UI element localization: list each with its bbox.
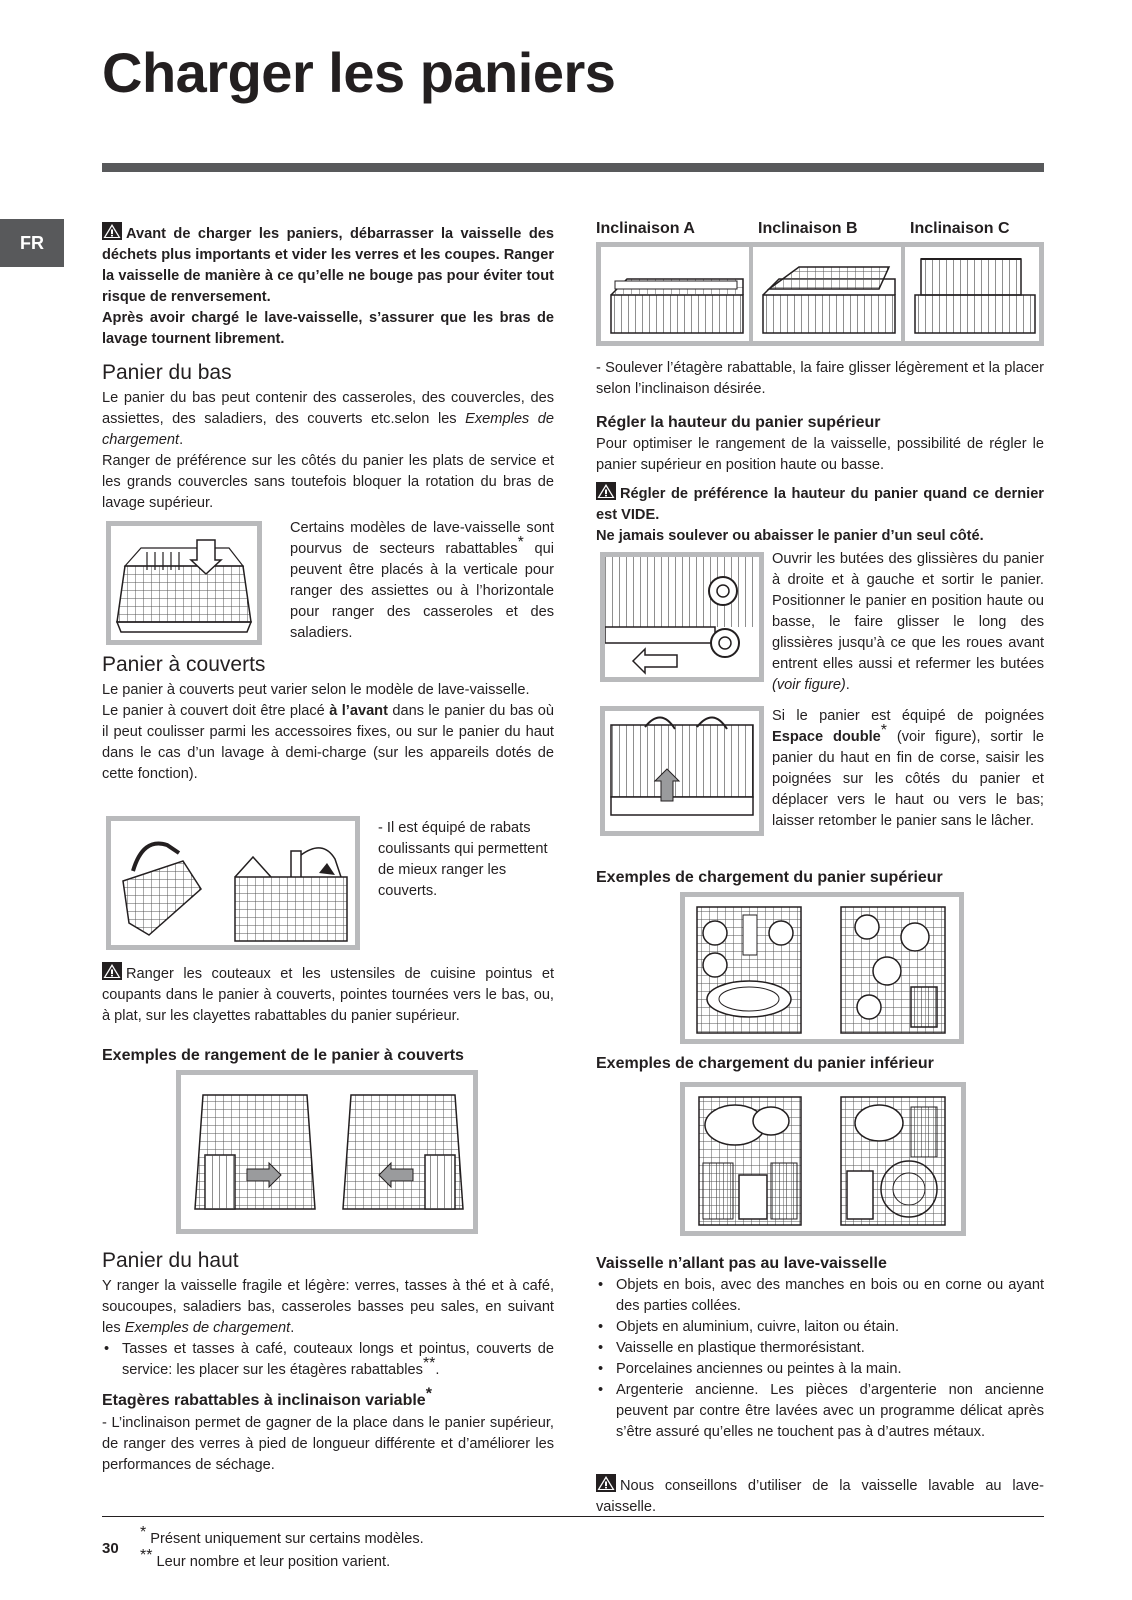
footer-rule [102,1516,1044,1517]
heading-vaisselle: Vaisselle n’allant pas au lave-vaisselle [596,1255,887,1272]
label-inclinaison-b: Inclinaison B [758,220,858,237]
warning-icon [596,1474,616,1492]
language-tab: FR [0,219,64,267]
footnote-2: ** Leur nombre et leur position varient. [140,1547,391,1570]
heading-panier-bas: Panier du bas [102,361,232,384]
vaisselle-note: Nous conseillons d’utiliser de la vaisselle lavable au lave-vaisselle. [596,1474,1044,1518]
heading-regler: Régler la hauteur du panier supérieur [596,414,881,431]
label-inclinaison-a: Inclinaison A [596,220,695,237]
etageres-text: - L’inclinaison permet de gagner de la place dans le panier supérieur, de ranger des verres à pied de longueur différente et d’améliorer les performances de séchage. [102,1415,554,1473]
page-number: 30 [102,1540,119,1557]
warning-icon [596,482,616,500]
panier-haut-text: Y ranger la vaisselle fragile et légère: verres, tasses à thé et à café, soucoupes, saladiers bas, casseroles basses peu sales, en suivant les Exemples de chargement. • Tasses et tasses à café, couteaux longs et pointus, couverts de service: les placer sur les étagères rabattables**. [102,1276,554,1381]
heading-ex-inf: Exemples de chargement du panier inférieur [596,1055,934,1072]
regler-warning: Régler de préférence la hauteur du panier quand ce dernier est VIDE. Ne jamais soulever ou abaisser le panier d’un seul côté. [596,482,1044,547]
panier-bas-text: Le panier du bas peut contenir des casseroles, des couvercles, des assiettes, des saladiers, des couverts etc.selon les Exemples de chargement. Ranger de préférence sur les côtés du panier les plats de service et les grands couvercles sans toutefois bloquer la rotation du bras de lavage supérieur. [102,390,555,511]
label-inclinaison-c: Inclinaison C [910,220,1010,237]
inclinaison-figure [596,242,1044,346]
intro-warning [102,222,554,350]
page-title: Charger les paniers [102,41,616,104]
cutlery-basket-figure [106,816,360,950]
rabats-text: - Il est équipé de rabats coulissants qui permettent de mieux ranger les couverts. [378,820,548,899]
list-item: • Objets en bois, avec des manches en bois ou en corne ou ayant des parties collées. [596,1275,1044,1317]
espace-double-figure [600,706,764,836]
heading-panier-couverts: Panier à couverts [102,653,266,676]
vaisselle-list [596,1275,1044,1443]
warning-icon [102,222,122,240]
basket-rails-figure [600,552,764,682]
heading-ex-sup: Exemples de chargement du panier supérieur [596,869,943,886]
heading-examples-couverts: Exemples de rangement de le panier à couverts [102,1047,464,1064]
cutlery-examples-figure [176,1070,478,1234]
inclinaison-text: - Soulever l’étagère rabattable, la faire glisser légèrement et la placer selon l’inclinaison désirée. [596,360,1044,397]
list-item: • Vaisselle en plastique thermorésistant. [596,1338,1044,1359]
heading-etageres: Etagères rabattables à inclinaison variable* [102,1385,432,1409]
warning-icon [102,962,122,980]
upper-load-figure [680,892,964,1044]
lower-basket-figure [106,521,262,645]
heading-panier-haut: Panier du haut [102,1249,239,1272]
lower-load-figure [680,1082,966,1236]
title-rule [102,163,1044,172]
list-item: • Tasses et tasses à café, couteaux longs et pointus, couverts de service: les placer sur les étagères rabattables**. [102,1339,554,1381]
couverts-text: Le panier à couverts peut varier selon le modèle de lave-vaisselle. Le panier à couvert doit être placé à l’avant dans le panier du bas où il peut coulisser parmi les accessoires fixes, ou sur le panier du haut dans le cas d’un lavage à demi-charge (sur les appareils dotés de cette fonction). [102,682,554,782]
knives-warning: Ranger les couteaux et les ustensiles de cuisine pointus et coupants dans le panier à couverts, pointes tournées vers le bas, ou, à plat, sur les clayettes rabattables du panier supérieur. [102,962,554,1027]
intro-text-1: Avant de charger les paniers, débarrasser la vaisselle des déchets plus importants et vider les verres et les coupes. Ranger la vaisselle de manière à ce qu’elle ne bouge pas pour éviter tout risque de renversement. [102,226,554,305]
espace-double-text: Si le panier est équipé de poignées Espace double* (voir figure), sortir le panier du haut en fin de corse, saisir les poignées sur les côtés du panier et déplacer vers le haut ou vers le bas; laisser retomber le panier sans le lâcher. [772,708,1044,829]
footnote-1: * Présent uniquement sur certains modèles. [140,1524,424,1547]
list-item: • Argenterie ancienne. Les pièces d’argenterie non ancienne peuvent par contre être lavées avec un programme délicat après s’être assuré qu’elles ne touchent pas à d’autres métaux. [596,1380,1044,1443]
list-item: • Objets en aluminium, cuivre, laiton ou étain. [596,1317,1044,1338]
regler-text: Pour optimiser le rangement de la vaisselle, possibilité de régler le panier supérieur en position haute ou basse. [596,436,1044,473]
sectors-text: Certains modèles de lave-vaisselle sont pourvus de secteurs rabattables* qui peuvent être placés à la verticale pour ranger des assiettes ou à l’horizontale pour ranger des casseroles et des saladiers. [290,520,554,641]
glissieres-text: Ouvrir les butées des glissières du panier à droite et à gauche et sortir le panier. Positionner le panier en position haute ou basse, le faire glisser le long des glissières jusqu’à ce que les roues avant entrent elles aussi et refermer les butées (voir figure). [772,551,1044,693]
intro-text-2: Après avoir chargé le lave-vaisselle, s’assurer que les bras de lavage tournent librement. [102,310,554,347]
list-item: • Porcelaines anciennes ou peintes à la main. [596,1359,1044,1380]
